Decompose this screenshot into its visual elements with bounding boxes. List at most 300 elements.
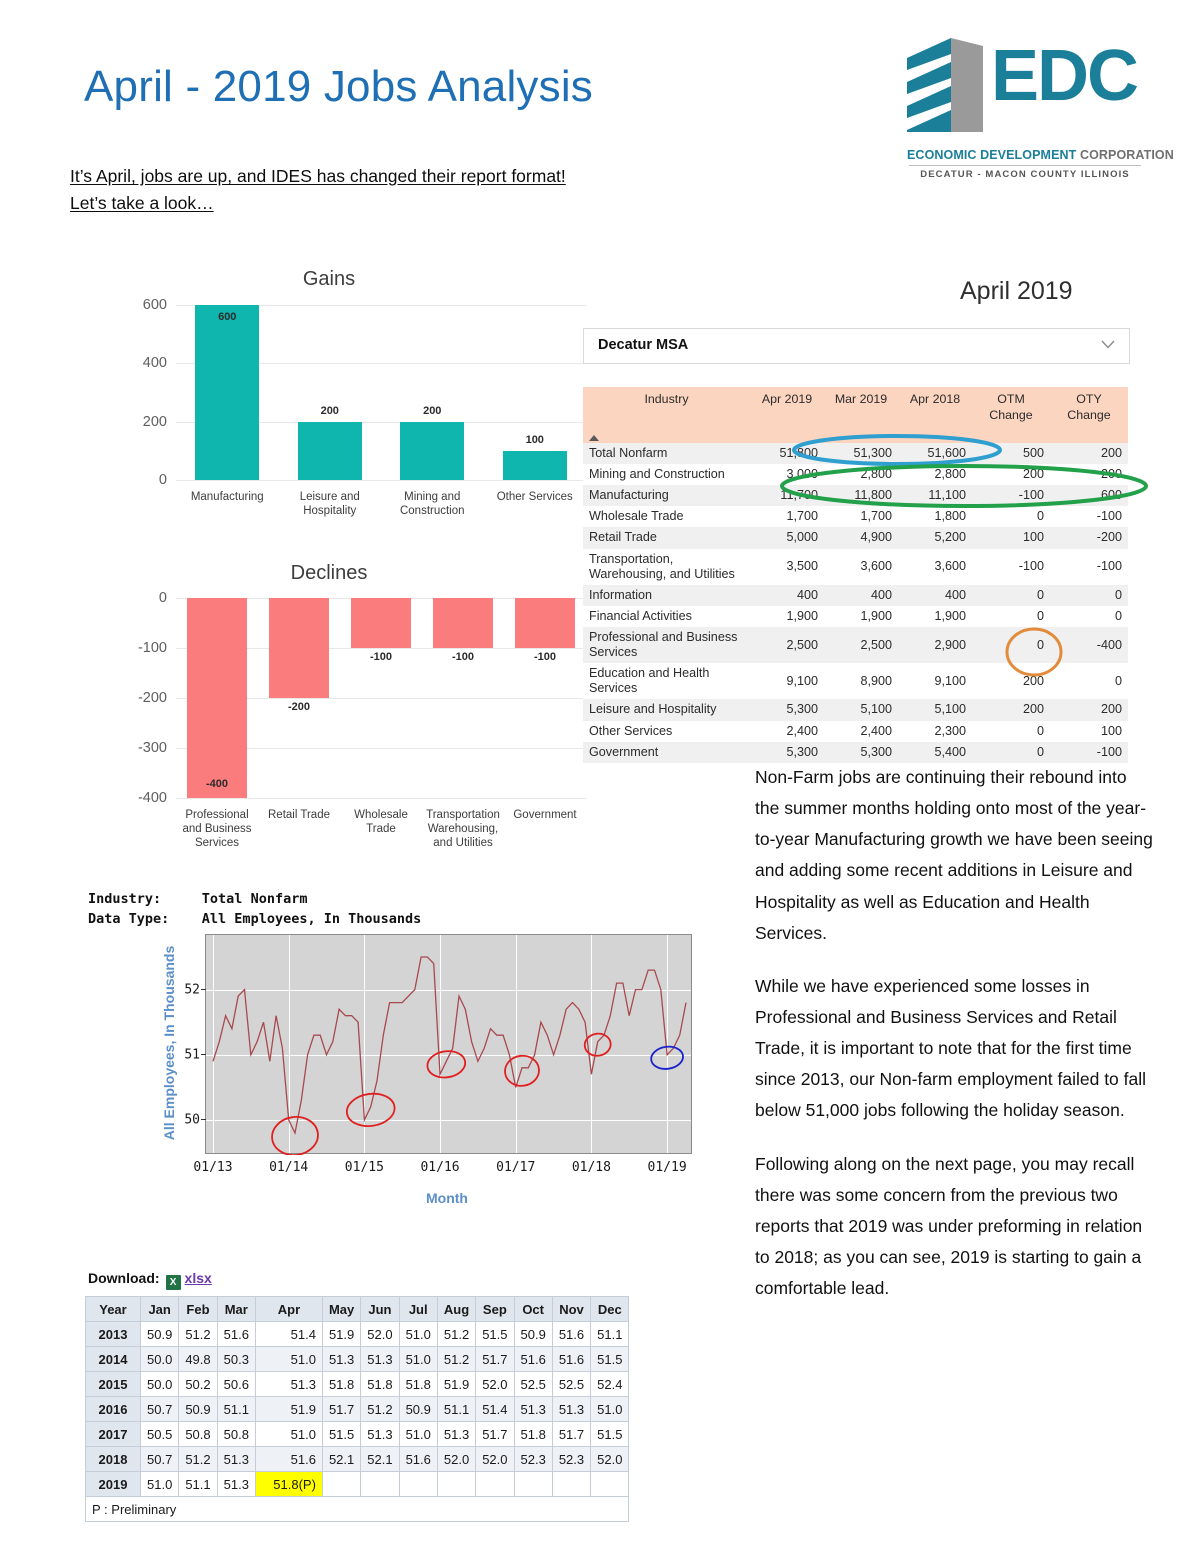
cell-value: 52.5 (514, 1372, 552, 1397)
cell-value: 100 (1100, 723, 1122, 738)
history-column-header: Mar (217, 1297, 255, 1322)
cell-value: 50.8 (179, 1422, 217, 1447)
bar (298, 422, 362, 480)
bar-value-label: 600 (218, 311, 237, 323)
cell-value: 51.3 (322, 1347, 360, 1372)
y-axis-tick: 50 (184, 1112, 200, 1127)
col-industry-label: Industry (644, 392, 689, 406)
cell-value: 51.2 (179, 1447, 217, 1472)
cell-value: 51.7 (476, 1422, 514, 1447)
msa-select[interactable] (583, 328, 1130, 364)
cell-value: 3,500 (786, 559, 818, 574)
cell-value: 3,000 (786, 467, 818, 482)
cell-value: 50.0 (141, 1372, 179, 1397)
cell-year: 2015 (86, 1372, 141, 1397)
cell-industry: Education and Health Services (589, 666, 710, 696)
industry-jobs-table (583, 387, 1128, 763)
cell-value: 51.9 (322, 1322, 360, 1347)
cell-industry: Total Nonfarm (589, 446, 668, 460)
bar-value-label: 100 (525, 433, 544, 446)
table-row (583, 464, 1128, 485)
cell-value: 0 (1114, 608, 1122, 623)
y-axis-tick: -100 (137, 640, 167, 656)
cell-value: 51.0 (399, 1322, 437, 1347)
col-apr-2019[interactable] (750, 387, 824, 443)
cell-value: 51.8 (514, 1422, 552, 1447)
history-column-header: Aug (437, 1297, 475, 1322)
line-chart-x-axis-label: Month (426, 1190, 468, 1206)
history-footnote: P : Preliminary (86, 1497, 629, 1522)
gridline (176, 798, 586, 799)
table-row (583, 721, 1128, 742)
y-axis-tick: 600 (142, 297, 167, 313)
cell-value: 1,700 (860, 509, 892, 524)
col-mar-2019[interactable] (824, 387, 898, 443)
cell-value: 51.7 (322, 1397, 360, 1422)
cell-value: 51.0 (255, 1347, 322, 1372)
cell-value: 200 (1022, 702, 1044, 717)
cell-value: 2,800 (934, 467, 966, 482)
cell-value: 52.0 (476, 1372, 514, 1397)
cell-value: -100 (1096, 509, 1122, 524)
cell-value: 50.0 (141, 1347, 179, 1372)
table-row (583, 506, 1128, 527)
x-axis-tick: 01/18 (571, 1160, 611, 1175)
history-column-header: May (322, 1297, 360, 1322)
cell-value: 50.3 (217, 1347, 255, 1372)
table-row (86, 1472, 629, 1497)
narrative-text (755, 762, 1155, 1326)
cell-industry: Leisure and Hospitality (589, 702, 717, 717)
col-otm-line1: OTM (997, 392, 1025, 406)
cell-value: 2,500 (786, 637, 818, 652)
monthly-history-table (85, 1296, 629, 1522)
cell-value: 51.6 (552, 1347, 590, 1372)
gains-chart-title: Gains (302, 268, 356, 290)
x-axis-tick: 01/13 (193, 1160, 233, 1175)
table-row (583, 627, 1128, 663)
cell-value: 51.2 (361, 1397, 399, 1422)
table-row (583, 485, 1128, 506)
cell-value: 51.1 (591, 1322, 629, 1347)
cell-year: 2018 (86, 1447, 141, 1472)
history-table-head (86, 1297, 629, 1322)
cell-value: 51.8 (399, 1372, 437, 1397)
gains-plot-area (142, 297, 586, 518)
cell-value: 51.3 (217, 1447, 255, 1472)
cell-value: 50.9 (179, 1397, 217, 1422)
cell-value: 11,100 (928, 488, 966, 503)
cell-year: 2016 (86, 1397, 141, 1422)
cell-industry: Manufacturing (589, 488, 669, 503)
cell-value: 51.9 (437, 1372, 475, 1397)
cell-value: 51.6 (514, 1347, 552, 1372)
red-circle-2015-low (345, 1091, 397, 1129)
cell-value: 0 (1114, 587, 1122, 602)
cell-value: -100 (1018, 559, 1044, 574)
x-axis-category-label: Government (513, 809, 577, 821)
cell-value: 51.2 (437, 1347, 475, 1372)
table-row (583, 527, 1128, 548)
bar (400, 422, 464, 480)
narrative-paragraph-1: Non-Farm jobs are continuing their rebound into the summer months holding onto most of the year-to-year Manufacturing growth we have been seeing and adding some recent additions in Leisure and Hospitality as well as Education and Health Services. (755, 767, 1153, 943)
cell-value: 49.8 (179, 1347, 217, 1372)
cell-value: 51,800 (779, 446, 818, 460)
cell-value: 51.1 (179, 1472, 217, 1497)
x-axis-tick: 01/14 (269, 1160, 309, 1175)
cell-value: 5,300 (786, 744, 818, 759)
cell-value: 51.3 (514, 1397, 552, 1422)
cell-value: 52.0 (476, 1447, 514, 1472)
cell-value: 0 (1036, 744, 1044, 759)
col-oty-change[interactable] (1050, 387, 1128, 443)
cell-value: 51.4 (476, 1397, 514, 1422)
y-axis-tick: -200 (137, 690, 167, 706)
cell-value: 1,800 (934, 509, 966, 524)
bar-value-label: -100 (451, 651, 475, 663)
cell-value: 51.8(P) (255, 1472, 322, 1497)
cell-year: 2019 (86, 1472, 141, 1497)
cell-industry: Retail Trade (589, 530, 657, 545)
cell-value: 2,400 (860, 723, 892, 738)
cell-industry: Financial Activities (589, 608, 692, 623)
cell-industry: Transportation, Warehousing, and Utilities (589, 551, 735, 581)
cell-value: 52.0 (361, 1322, 399, 1347)
bar (503, 451, 567, 480)
cell-value: 52.4 (591, 1372, 629, 1397)
cell-value: 200 (1100, 702, 1122, 717)
cell-value: 200 (1022, 467, 1044, 482)
sort-ascending-icon (589, 435, 599, 441)
cell-value: 51.0 (255, 1422, 322, 1447)
cell-value: 51.5 (476, 1322, 514, 1347)
history-column-header: Nov (552, 1297, 590, 1322)
ides-chart-meta (88, 890, 421, 929)
cell-value: 51.3 (552, 1397, 590, 1422)
edc-building-icon (905, 36, 987, 134)
history-column-header: Feb (179, 1297, 217, 1322)
cell-value: 1,900 (934, 608, 966, 623)
x-axis-category-label: Wholesale Trade (354, 809, 408, 836)
cell-value: 51.3 (361, 1347, 399, 1372)
cell-value (514, 1472, 552, 1497)
y-axis-tick: -300 (137, 740, 167, 756)
x-axis-category-label: Professional and Business Services (182, 809, 252, 850)
declines-chart-title: Declines (290, 562, 368, 584)
cell-value: 2,400 (786, 723, 818, 738)
cell-value: 0 (1036, 587, 1044, 602)
x-axis-category-label: Retail Trade (267, 809, 331, 821)
cell-value: 51,600 (927, 446, 966, 460)
history-column-header: Jul (399, 1297, 437, 1322)
col-apr-2018[interactable] (898, 387, 972, 443)
bar-value-label: -100 (533, 651, 557, 663)
table-row (583, 585, 1128, 606)
download-row (88, 1270, 212, 1290)
bar-value-label: 200 (423, 404, 442, 417)
cell-value: 51.0 (399, 1422, 437, 1447)
cell-value: 50.9 (141, 1322, 179, 1347)
cell-value: 51.3 (361, 1422, 399, 1447)
cell-value: 51.1 (217, 1397, 255, 1422)
intro-line-2: Let’s take a look… (70, 193, 214, 214)
col-mar-2019-label: Mar 2019 (834, 392, 888, 406)
cell-value (361, 1472, 399, 1497)
bar (187, 598, 246, 798)
edc-tagline: DECATUR - MACON COUNTY ILLINOIS (920, 169, 1130, 180)
history-footnote-row (86, 1497, 629, 1522)
cell-value: 51.8 (361, 1372, 399, 1397)
bar-value-label: -100 (369, 651, 393, 663)
bar-value-label: -400 (205, 778, 229, 790)
cell-value: 0 (1036, 723, 1044, 738)
red-circle-2017-low (503, 1054, 541, 1088)
cell-value: 51.0 (591, 1397, 629, 1422)
x-axis-category-label: Mining and Construction (399, 491, 465, 518)
cell-value: 400 (796, 587, 818, 602)
cell-value: 51.3 (437, 1422, 475, 1447)
cell-value: 51.6 (255, 1447, 322, 1472)
cell-value: 5,000 (786, 530, 818, 545)
red-circle-2016-low (426, 1049, 467, 1080)
table-row (86, 1447, 629, 1472)
cell-value: 52.0 (591, 1447, 629, 1472)
cell-value: 2,800 (860, 467, 892, 482)
edc-subtitle (907, 148, 1174, 162)
cell-value: 51.3 (217, 1472, 255, 1497)
cell-value: 50.6 (217, 1372, 255, 1397)
table-row (583, 443, 1128, 464)
cell-value (322, 1472, 360, 1497)
table-row (86, 1397, 629, 1422)
table-row (86, 1372, 629, 1397)
cell-value: 0 (1036, 637, 1044, 652)
cell-value: 1,700 (786, 509, 818, 524)
meta-industry-label: Industry: (88, 891, 162, 907)
cell-value: 5,100 (860, 702, 892, 717)
cell-value: 51.2 (179, 1322, 217, 1347)
history-header-row (86, 1297, 629, 1322)
bar-value-label: 200 (320, 404, 339, 417)
cell-value: 50.7 (141, 1397, 179, 1422)
intro-line-1: It’s April, jobs are up, and IDES has changed their report format! (70, 166, 566, 186)
edc-logo (905, 36, 1174, 186)
cell-value: 50.5 (141, 1422, 179, 1447)
y-axis-tick: 0 (158, 590, 167, 606)
cell-industry: Professional and Business Services (589, 629, 738, 660)
narrative-paragraph-3: Following along on the next page, you may recall there was some concern from the previous two reports that 2019 was under preforming in relation to 2018; as you can see, 2019 is starting to gain a comfortable lead. (755, 1153, 1143, 1299)
cell-value: 11,800 (854, 488, 892, 503)
cell-value: 51.1 (437, 1397, 475, 1422)
x-axis-category-label: Other Services (496, 491, 573, 503)
bar (269, 598, 328, 698)
table-row (583, 606, 1128, 627)
cell-value: 51.5 (591, 1347, 629, 1372)
cell-value: 51.2 (437, 1322, 475, 1347)
cell-industry: Mining and Construction (589, 467, 725, 482)
intro-text (70, 163, 710, 217)
cell-value: 51.0 (399, 1347, 437, 1372)
cell-value: 400 (944, 587, 966, 602)
cell-value: 1,900 (786, 608, 818, 623)
meta-industry-value: Total Nonfarm (201, 891, 308, 907)
jobs-table-header-row (583, 387, 1128, 443)
y-axis-tick: -400 (137, 790, 167, 806)
cell-value: 2,500 (860, 637, 892, 652)
history-column-header: Jun (361, 1297, 399, 1322)
bar-value-label: -200 (287, 701, 311, 713)
cell-value: 52.5 (552, 1372, 590, 1397)
history-table-foot (86, 1497, 629, 1522)
history-table-body (86, 1322, 629, 1497)
cell-value (591, 1472, 629, 1497)
april-2019-heading: April 2019 (960, 277, 1073, 305)
cell-value: 52.1 (322, 1447, 360, 1472)
history-column-header: Jan (141, 1297, 179, 1322)
cell-value: 51.6 (217, 1322, 255, 1347)
cell-value: 5,400 (934, 744, 966, 759)
cell-industry: Wholesale Trade (589, 509, 684, 524)
gains-bar-chart (64, 268, 594, 558)
x-axis-tick: 01/19 (647, 1160, 687, 1175)
col-apr-2018-label: Apr 2018 (909, 392, 961, 406)
table-row (86, 1347, 629, 1372)
cell-value: 1,900 (860, 608, 892, 623)
col-oty-line1: OTY (1076, 392, 1102, 406)
x-axis-tick: 01/16 (420, 1160, 460, 1175)
history-column-header: Year (86, 1297, 141, 1322)
edc-subtitle-primary: ECONOMIC DEVELOPMENT (907, 148, 1077, 162)
cell-value: 2,300 (934, 723, 966, 738)
cell-value: -400 (1096, 637, 1122, 652)
cell-value: 0 (1036, 608, 1044, 623)
cell-value: 5,300 (860, 744, 892, 759)
cell-value: 50.9 (399, 1397, 437, 1422)
history-column-header: Apr (255, 1297, 322, 1322)
col-industry[interactable] (583, 387, 750, 443)
cell-value: 200 (1022, 673, 1044, 688)
cell-value: 200 (1100, 467, 1122, 482)
table-row (583, 549, 1128, 585)
cell-value: 9,100 (786, 673, 818, 688)
cell-value: 500 (1022, 446, 1044, 460)
history-column-header: Dec (591, 1297, 629, 1322)
cell-value: 0 (1114, 673, 1122, 688)
cell-value: -200 (1096, 530, 1122, 545)
col-otm-line2: Change (989, 407, 1033, 422)
cell-value: 52.1 (361, 1447, 399, 1472)
cell-value: 50.2 (179, 1372, 217, 1397)
cell-value: 50.7 (141, 1447, 179, 1472)
bar (515, 598, 574, 648)
cell-value (552, 1472, 590, 1497)
y-axis-tick: 0 (158, 472, 167, 488)
cell-value: 100 (1022, 530, 1044, 545)
history-column-header: Sep (476, 1297, 514, 1322)
jobs-table-head (583, 387, 1128, 443)
cell-year: 2014 (86, 1347, 141, 1372)
cell-value: 4,900 (860, 530, 892, 545)
cell-value: 51.8 (322, 1372, 360, 1397)
cell-industry: Other Services (589, 723, 673, 738)
excel-icon: X (166, 1275, 181, 1290)
cell-value (399, 1472, 437, 1497)
cell-value (476, 1472, 514, 1497)
table-row (583, 742, 1128, 763)
cell-value: 51.9 (255, 1397, 322, 1422)
logo-divider (909, 165, 1141, 166)
cell-value: 51.6 (399, 1447, 437, 1472)
cell-industry: Information (589, 587, 652, 602)
y-axis-tick: 52 (184, 982, 200, 997)
cell-value: 50.8 (217, 1422, 255, 1447)
cell-value: 0 (1036, 509, 1044, 524)
declines-plot-area (137, 590, 586, 850)
x-axis-tick: 01/17 (496, 1160, 536, 1175)
cell-industry: Government (589, 744, 659, 759)
cell-value: -100 (1018, 488, 1044, 503)
cell-value: 2,900 (934, 637, 966, 652)
cell-value: 51.4 (255, 1322, 322, 1347)
cell-value: 51.7 (476, 1347, 514, 1372)
bar (195, 305, 259, 480)
cell-value: 400 (870, 587, 892, 602)
narrative-paragraph-2: While we have experienced some losses in Professional and Business Services and Retail Trade, it is important to note that for the first time since 2013, our Non-farm employment failed to fall below 51,000 jobs following the holiday season. (755, 975, 1147, 1121)
cell-value (437, 1472, 475, 1497)
history-column-header: Oct (514, 1297, 552, 1322)
meta-datatype-value: All Employees, In Thousands (201, 910, 422, 927)
cell-value: 51.6 (552, 1322, 590, 1347)
cell-value: 51.0 (141, 1472, 179, 1497)
xlsx-download-link[interactable]: xlsx (184, 1270, 212, 1286)
bar (433, 598, 492, 648)
col-oty-line2: Change (1067, 407, 1111, 422)
cell-value: 3,600 (934, 559, 966, 574)
col-otm-change[interactable] (972, 387, 1050, 443)
cell-value: -100 (1096, 744, 1122, 759)
cell-value: 51.3 (255, 1372, 322, 1397)
cell-value: 600 (1100, 488, 1122, 503)
meta-datatype-label: Data Type: (88, 910, 170, 927)
y-axis-tick: 400 (142, 355, 167, 372)
total-nonfarm-line-chart (184, 934, 692, 1175)
bar (351, 598, 410, 648)
x-axis-tick: 01/15 (344, 1160, 384, 1175)
cell-value: 8,900 (860, 673, 892, 688)
y-axis-tick: 51 (184, 1047, 200, 1062)
x-axis-category-label: Manufacturing (190, 491, 264, 503)
line-chart-y-axis-label: All Employees, In Thousands (161, 945, 177, 1141)
cell-value: 11,700 (780, 488, 818, 503)
jobs-table-body (583, 443, 1128, 763)
y-axis-tick: 200 (142, 413, 167, 430)
cell-value: 5,200 (934, 530, 966, 545)
cell-value: 51.5 (322, 1422, 360, 1447)
cell-value: 3,600 (860, 559, 892, 574)
cell-value: 5,300 (786, 702, 818, 717)
x-axis-category-label: Transportation Warehousing, and Utilities (426, 809, 500, 850)
cell-value: 51.5 (591, 1422, 629, 1447)
cell-value: 52.0 (437, 1447, 475, 1472)
gridline (176, 480, 586, 481)
cell-value: 51,300 (853, 446, 892, 460)
table-row (583, 663, 1128, 699)
edc-wordmark: EDC (991, 36, 1138, 116)
table-row (583, 699, 1128, 720)
cell-value: 52.3 (552, 1447, 590, 1472)
cell-year: 2017 (86, 1422, 141, 1447)
download-label: Download: (88, 1270, 160, 1286)
